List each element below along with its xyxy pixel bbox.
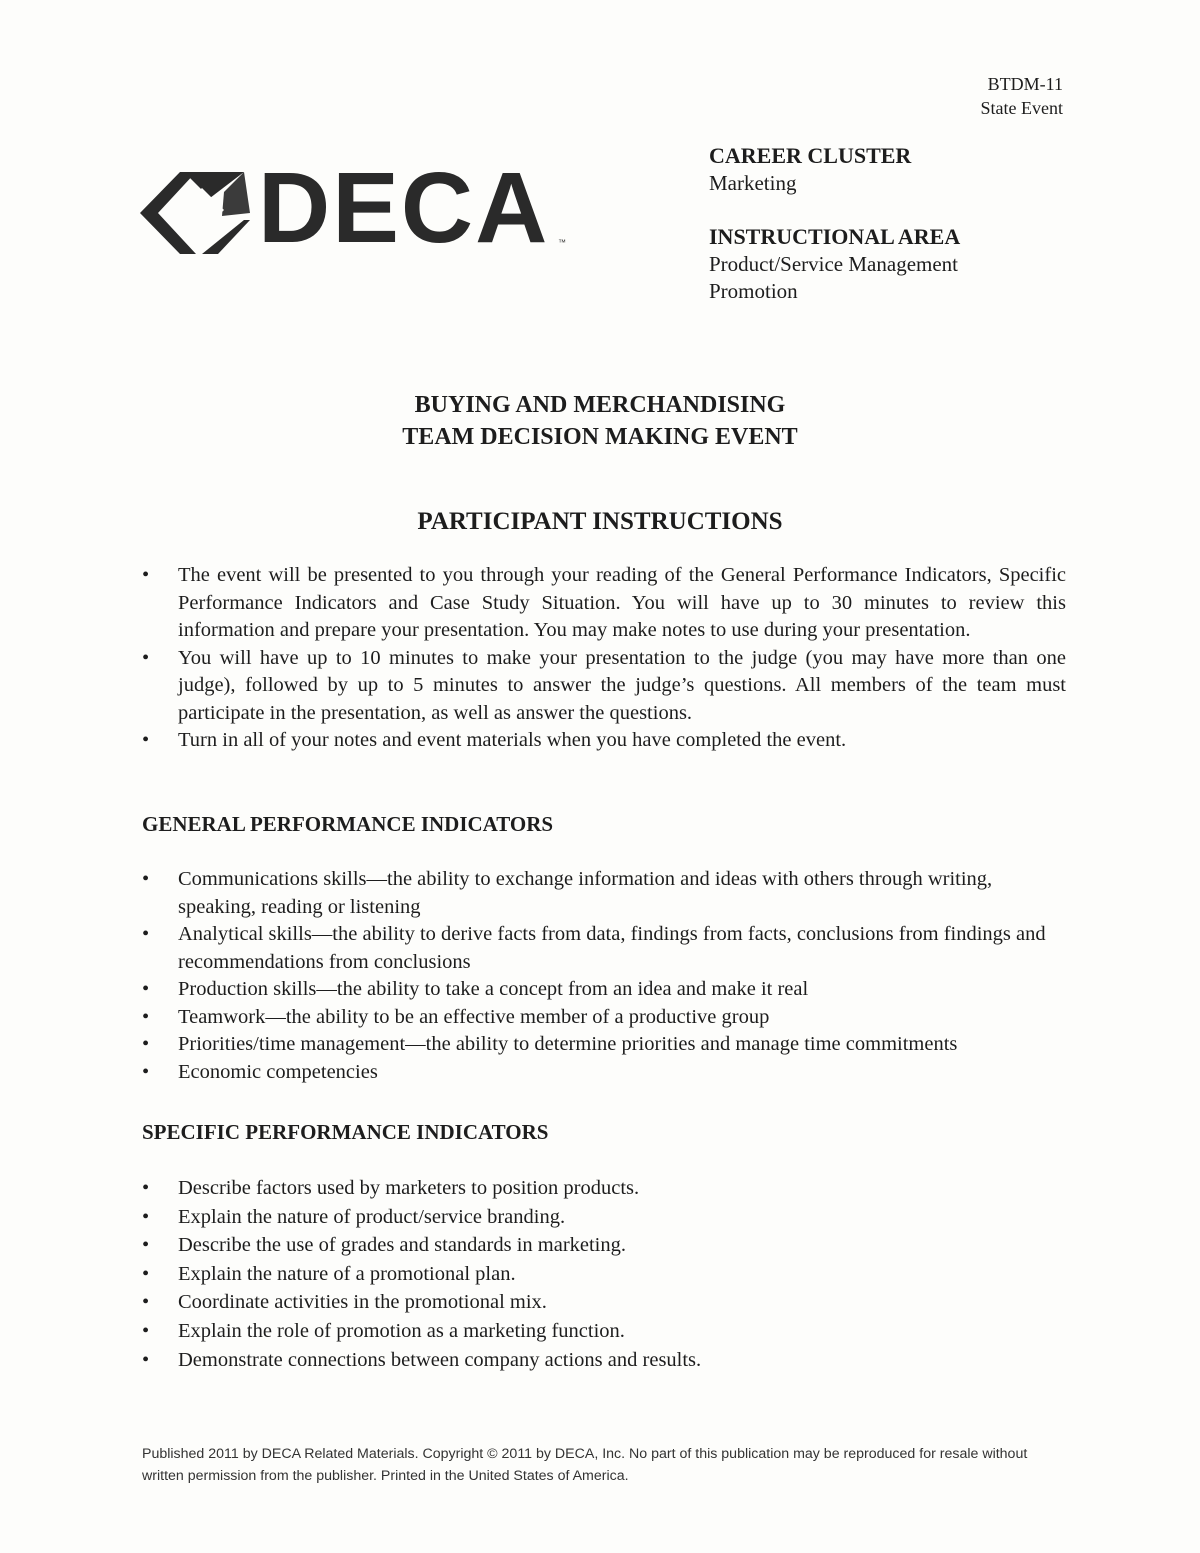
bullet-icon: • xyxy=(142,1005,150,1028)
event-title-line: BUYING AND MERCHANDISING xyxy=(414,392,786,418)
list-item xyxy=(142,866,1066,921)
instructional-area-block xyxy=(709,223,1109,305)
list-item-text: Explain the role of promotion as a marketing function. xyxy=(178,1319,625,1342)
list-item xyxy=(142,562,1066,645)
deca-diamond-icon xyxy=(140,168,250,258)
list-item-text: Analytical skills—the ability to derive facts from data, findings from facts, conclusions from findings and recommendations from conclusions xyxy=(178,923,1046,973)
list-item-text: Demonstrate connections between company actions and results. xyxy=(178,1348,702,1371)
list-item xyxy=(142,976,1066,1004)
list-item xyxy=(142,1346,1066,1375)
bullet-icon: • xyxy=(142,1234,150,1257)
bullet-icon: • xyxy=(142,1319,150,1342)
list-item xyxy=(142,727,1066,755)
list-item xyxy=(142,1059,1066,1087)
specific-performance-indicators-list xyxy=(142,1174,1066,1374)
list-item xyxy=(142,1288,1066,1317)
participant-instructions-list xyxy=(142,562,1066,755)
list-item-text: Describe the use of grades and standards in marketing. xyxy=(178,1234,627,1257)
instructional-area-value: Promotion xyxy=(709,279,798,303)
instructional-area-heading: INSTRUCTIONAL AREA xyxy=(709,224,961,249)
list-item xyxy=(142,1174,1066,1203)
trademark-mark: ™ xyxy=(558,238,566,247)
list-item xyxy=(142,1004,1066,1032)
bullet-icon: • xyxy=(142,1033,150,1055)
general-performance-indicators-heading: GENERAL PERFORMANCE INDICATORS xyxy=(142,812,554,836)
list-item-text: Describe factors used by marketers to position products. xyxy=(178,1177,640,1199)
career-cluster-block xyxy=(709,142,1109,197)
bullet-icon: • xyxy=(142,1348,150,1371)
specific-performance-indicators-heading: SPECIFIC PERFORMANCE INDICATORS xyxy=(142,1120,549,1144)
bullet-icon: • xyxy=(142,978,150,1000)
event-code-block xyxy=(981,72,1063,120)
event-title xyxy=(0,389,1200,453)
list-item-text: Turn in all of your notes and event materials when you have completed the event. xyxy=(178,729,847,751)
list-item xyxy=(142,1031,1066,1059)
list-item xyxy=(142,1203,1066,1232)
list-item-text: Communications skills—the ability to exchange information and ideas with others through writing, speaking, reading or listening xyxy=(178,868,993,918)
list-item-text: Coordinate activities in the promotional mix. xyxy=(178,1291,547,1314)
bullet-icon: • xyxy=(142,1205,150,1228)
bullet-icon: • xyxy=(142,1262,150,1285)
deca-logo xyxy=(140,152,580,264)
list-item xyxy=(142,1231,1066,1260)
bullet-icon: • xyxy=(142,1291,150,1314)
bullet-icon: • xyxy=(142,646,150,669)
bullet-icon: • xyxy=(142,1177,150,1199)
career-cluster-value: Marketing xyxy=(709,171,797,195)
list-item-text: Economic competencies xyxy=(178,1060,378,1083)
bullet-icon: • xyxy=(142,564,150,586)
deca-wordmark: DECA xyxy=(258,152,550,264)
list-item-text: Production skills—the ability to take a concept from an idea and make it real xyxy=(178,978,809,1000)
bullet-icon: • xyxy=(142,729,150,751)
cluster-info xyxy=(709,142,1109,305)
career-cluster-heading: CAREER CLUSTER xyxy=(709,143,912,168)
bullet-icon: • xyxy=(142,868,150,890)
list-item-text: Priorities/time management—the ability to determine priorities and manage time commitments xyxy=(178,1033,958,1055)
bullet-icon: • xyxy=(142,1060,150,1083)
copyright-footer: Published 2011 by DECA Related Materials. Copyright © 2011 by DECA, Inc. No part of this publication may be reproduced for resale without written permission from the publisher. Printed in the United States of America. xyxy=(142,1446,1028,1484)
list-item-text: You will have up to 10 minutes to make your presentation to the judge (you may have more than one judge), followed by up to 5 minutes to answer the judge’s questions. All members of the team must participate in the presentation, as well as answer the questions. xyxy=(178,646,1066,724)
list-item-text: Teamwork—the ability to be an effective member of a productive group xyxy=(178,1005,770,1028)
bullet-icon: • xyxy=(142,923,150,945)
instructional-area-value: Product/Service Management xyxy=(709,252,959,276)
list-item xyxy=(142,1260,1066,1289)
list-item xyxy=(142,1317,1066,1346)
event-code: BTDM-11 xyxy=(987,74,1063,94)
list-item-text: Explain the nature of product/service branding. xyxy=(178,1205,566,1228)
list-item-text: The event will be presented to you through your reading of the General Performance Indicators, Specific Performance Indicators and Case Study Situation. You will have up to 30 minutes to review this information and prepare your presentation. You may make notes to use during your presentation. xyxy=(178,564,1066,641)
list-item xyxy=(142,921,1066,976)
general-performance-indicators-list xyxy=(142,866,1066,1086)
list-item xyxy=(142,645,1066,728)
event-title-line: TEAM DECISION MAKING EVENT xyxy=(402,424,798,450)
participant-instructions-heading: PARTICIPANT INSTRUCTIONS xyxy=(417,508,783,535)
list-item-text: Explain the nature of a promotional plan. xyxy=(178,1262,516,1285)
event-level: State Event xyxy=(980,98,1063,118)
